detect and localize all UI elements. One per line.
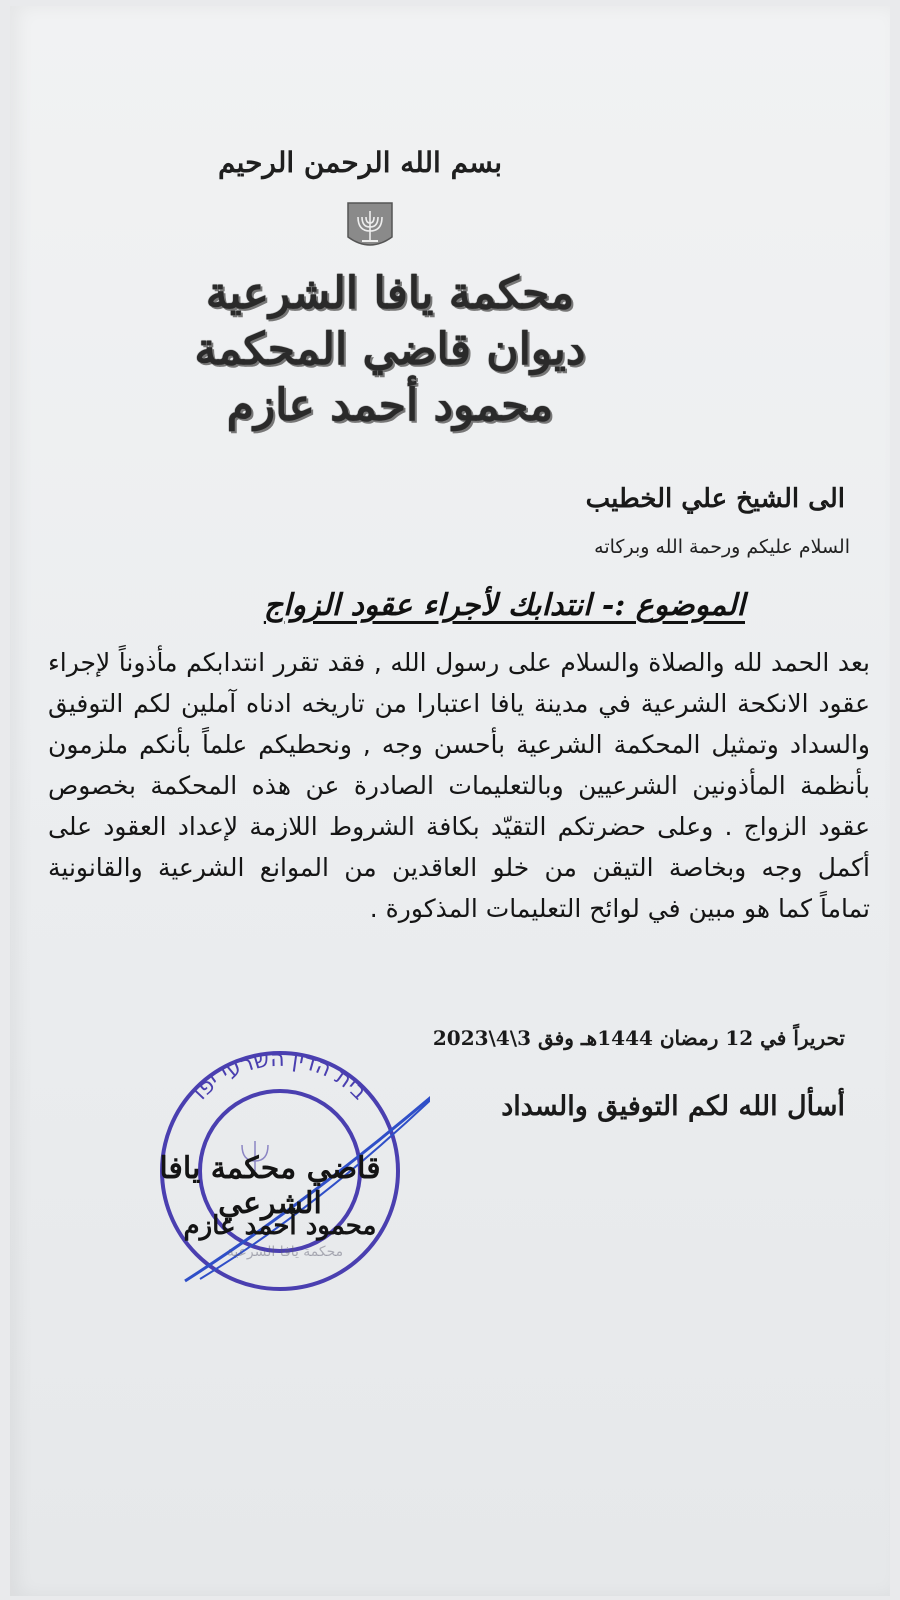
stamp-text: בית הדין השרעי יפו	[188, 1046, 372, 1106]
signatory-name: محمود أحمد عازم	[183, 1211, 377, 1241]
court-name: محكمة يافا الشرعية	[205, 268, 575, 319]
body-line: أكمل وجه وبخاصة التيقن من خلو العاقدين من الموانع الشرعية والقانونية	[48, 853, 870, 882]
office-title: ديوان قاضي المحكمة	[194, 324, 586, 375]
closing-line: أسأل الله لكم التوفيق والسداد	[501, 1091, 845, 1122]
body-line: والسداد وتمثيل المحكمة الشرعية بأحسن وجه , ونحطيكم علماً بأنكم ملزمون	[48, 730, 870, 759]
judge-name-header: محمود أحمد عازم	[226, 380, 554, 431]
body-line: تماماً كما هو مبين في لوائح التعليمات المذكورة .	[369, 894, 870, 923]
stamp-inner-text: محكمة يافا الشرعية	[226, 1244, 344, 1260]
body-line: عقود الانكحة الشرعية في مدينة يافا اعتبارا من تاريخه ادناه آملين لكم التوفيق	[48, 689, 870, 718]
greeting: السلام عليكم ورحمة الله وبركاته	[594, 536, 850, 558]
menorah-emblem-icon	[340, 201, 400, 253]
body-line: بأنظمة المأذونين الشرعيين وبالتعليمات الصادرة عن هذه المحكمة بخصوص	[48, 771, 870, 800]
signatory-title: قاضي محكمة يافا الشرعي	[159, 1151, 381, 1221]
letter-page	[10, 6, 890, 1596]
basmala: بسم الله الرحمن الرحيم	[218, 146, 502, 179]
date-line: تحريراً في 12 رمضان 1444هـ وفق 3\4\2023	[432, 1026, 845, 1050]
body-line: عقود الزواج . وعلى حضرتكم التقيّد بكافة الشروط اللازمة لإعداد العقود على	[48, 812, 870, 841]
body-line: بعد الحمد لله والصلاة والسلام على رسول الله , فقد تقرر انتدابكم مأذوناً لإجراء	[48, 648, 870, 677]
letter-body	[48, 642, 870, 929]
recipient: الى الشيخ علي الخطيب	[585, 484, 845, 514]
subject-line: الموضوع :- انتدابك لأجراء عقود الزواج	[263, 588, 745, 623]
